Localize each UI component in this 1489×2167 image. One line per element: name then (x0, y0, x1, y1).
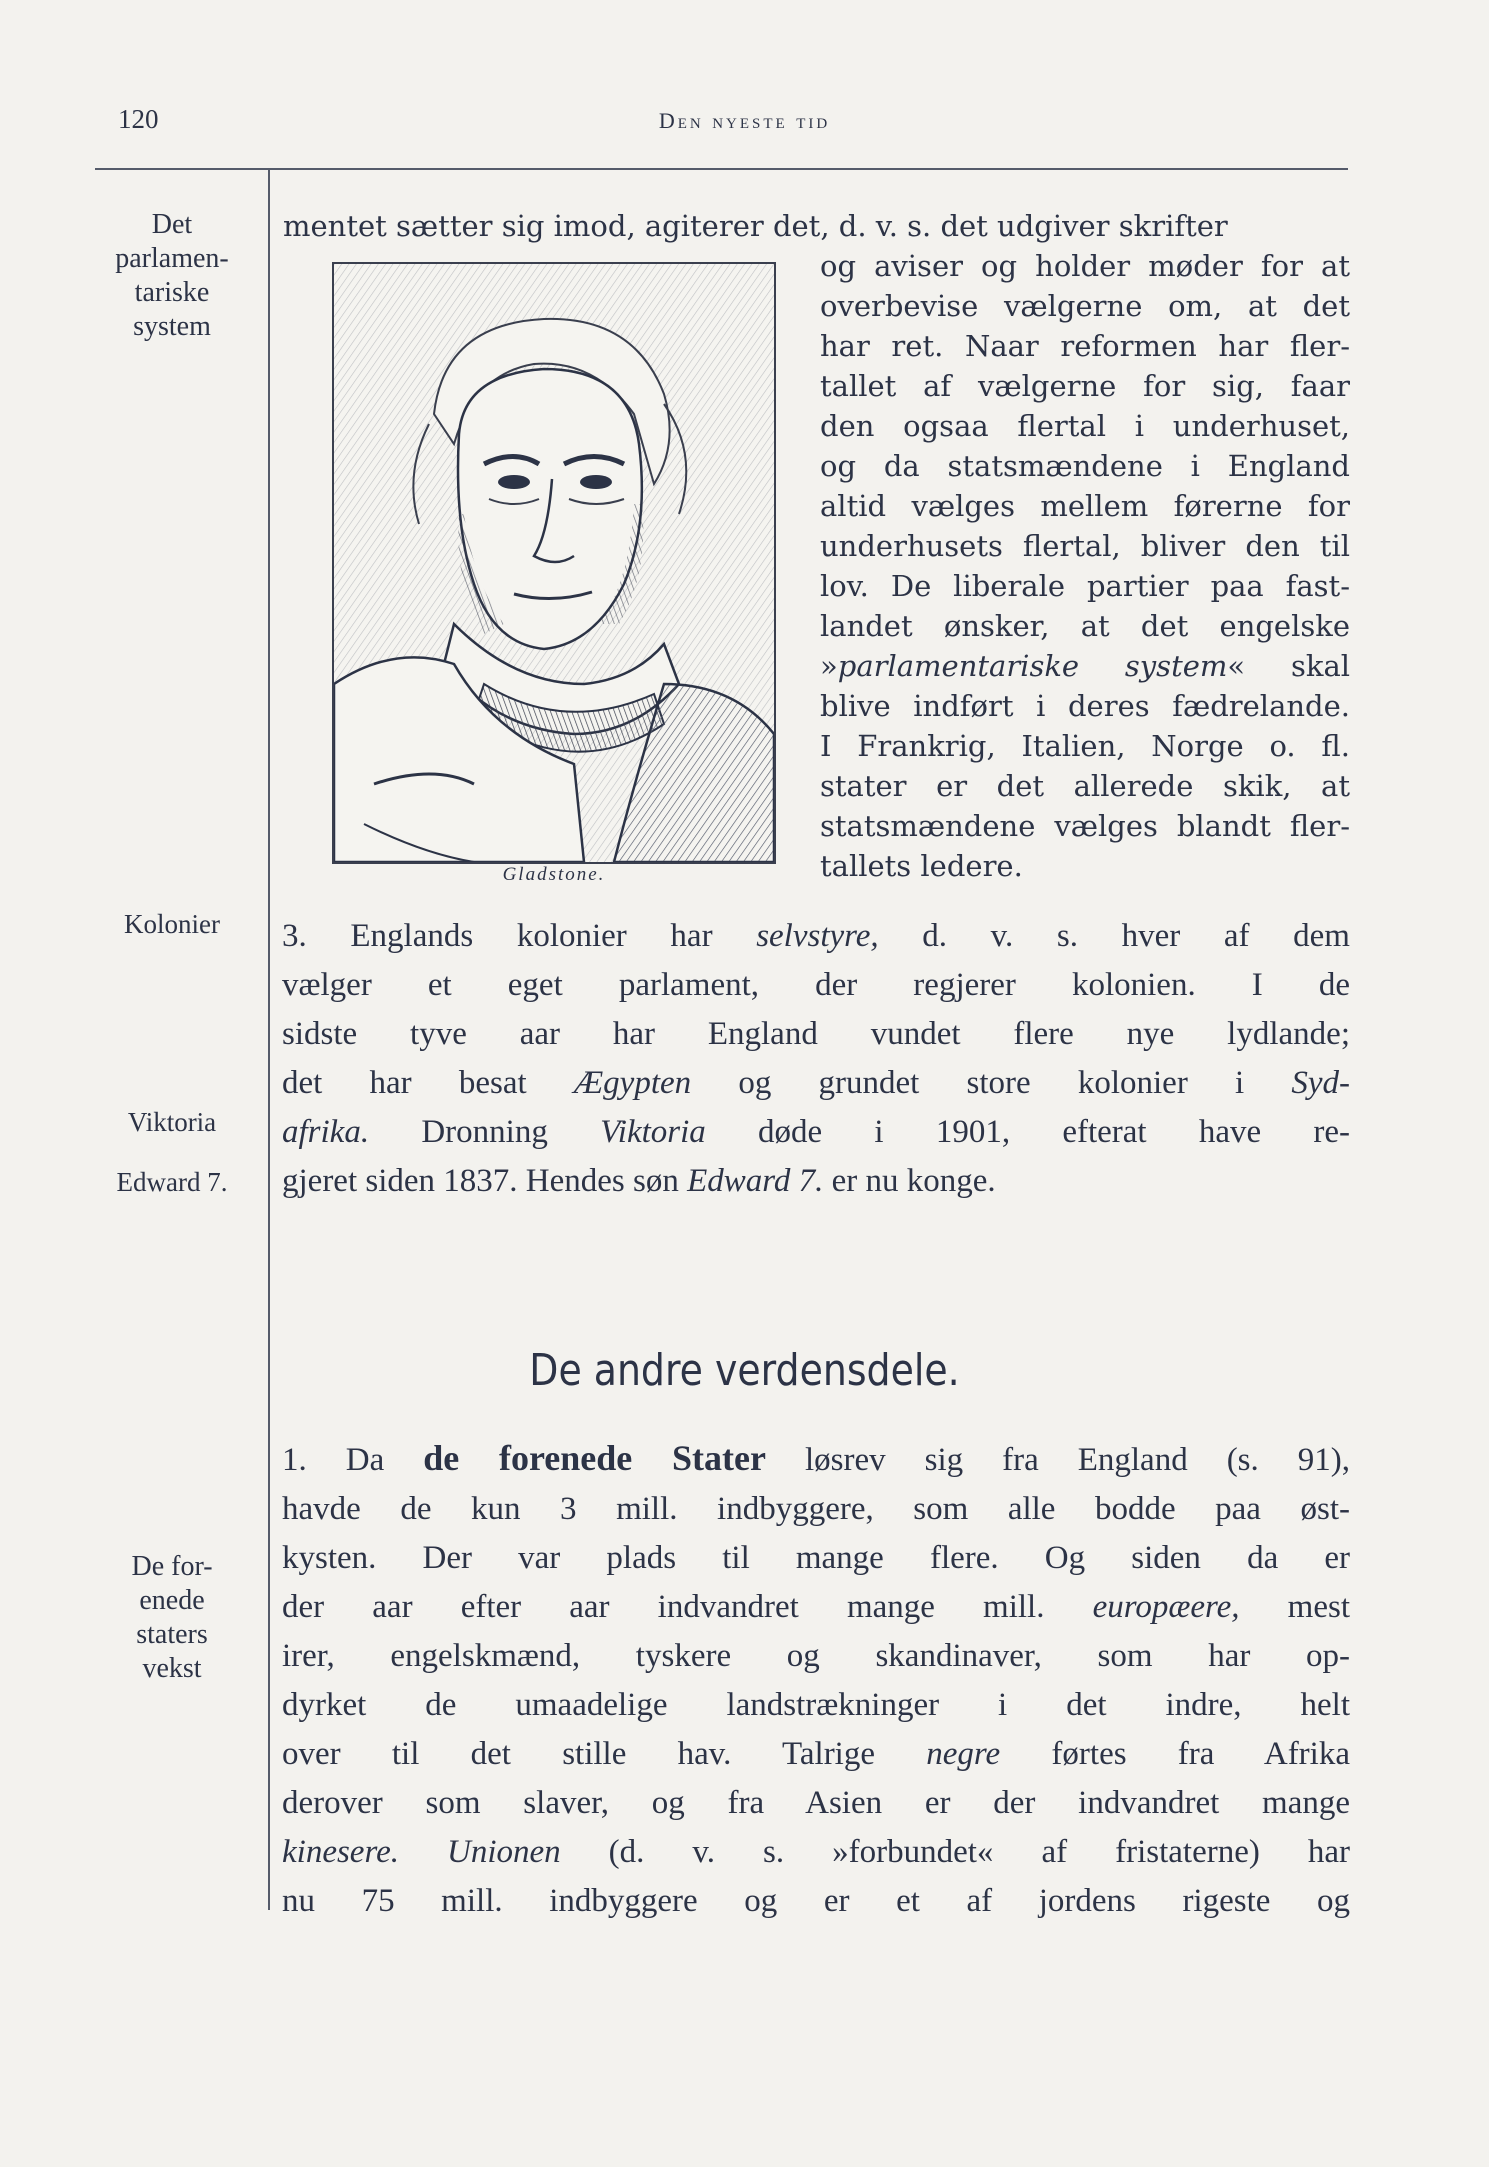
text-line: landet ønsker, at det engelske (820, 609, 1350, 643)
text-line: lov. De liberale partier paa fast- (820, 569, 1350, 603)
text-line: og da statsmændene i England (820, 449, 1350, 483)
emphasis-kinesere: kinesere. (282, 1834, 399, 1870)
text-line: irer, engelskmænd, tyskere og skandinaver, som har op- (282, 1638, 1350, 1674)
text-run (399, 1834, 447, 1870)
text-run: det har besat (282, 1065, 574, 1101)
header-rule (95, 168, 1348, 170)
quote-close: « skal (1227, 649, 1351, 683)
text-line: tallet af vælgerne for sig, faar (820, 369, 1350, 403)
text-line (282, 1828, 1350, 1877)
portrait-illustration (334, 264, 774, 862)
emphasis-selvstyre: selvstyre, (756, 918, 879, 954)
text-line: tallets ledere. (820, 849, 1023, 883)
section-heading: De andre verdensdele. (529, 1345, 960, 1396)
emphasis-negre: negre (926, 1736, 1001, 1772)
text-line: dyrket de umaadelige landstrækninger i det indre, helt (282, 1687, 1350, 1723)
text-run: løsrev sig fra England (s. 91), (765, 1442, 1351, 1478)
quote-open: » (820, 649, 838, 683)
side-note-viktoria: Viktoria (127, 1107, 217, 1137)
text-line (282, 1059, 1350, 1108)
text-run: 1. Da (282, 1442, 424, 1478)
text-line (282, 1730, 1350, 1779)
text-line: og aviser og holder møder for at (820, 249, 1350, 283)
side-note-line: vekst (142, 1653, 202, 1684)
page-number: 120 (118, 104, 159, 134)
paragraph-forenede-stater (282, 1434, 1350, 1926)
text-line: overbevise vælgerne om, at det (820, 289, 1350, 323)
text-run: der aar efter aar indvandret mange mill. (282, 1589, 1093, 1625)
text-line (282, 1108, 1350, 1157)
portrait-engraving (332, 262, 776, 864)
emphasis-afrika: afrika. (282, 1114, 370, 1150)
side-note-forenede (92, 1550, 252, 1686)
side-note-line: Det (151, 209, 193, 240)
text-line (282, 1434, 1350, 1485)
text-line: I Frankrig, Italien, Norge o. fl. (820, 729, 1350, 763)
text-line (282, 1583, 1350, 1632)
text-line: stater er det allerede skik, at (820, 769, 1350, 803)
text-line: havde de kun 3 mill. indbyggere, som alle bodde paa øst- (282, 1491, 1350, 1527)
text-line (282, 1157, 1350, 1206)
emphasis-edward: Edward 7. (687, 1163, 824, 1199)
side-note-line: parlamen- (115, 243, 229, 274)
side-note-parlamentariske (92, 208, 252, 344)
text-line: blive indført i deres fædrelande. (820, 689, 1350, 723)
text-run: Dronning (369, 1114, 601, 1150)
emphasis-parlamentariske-system: parlamentariske system (837, 649, 1228, 683)
text-run: gjeret siden 1837. Hendes søn (282, 1163, 688, 1199)
text-line: statsmændene vælges blandt fler- (820, 809, 1350, 843)
text-run: døde i 1901, efterat have re- (705, 1114, 1350, 1150)
paragraph-parlamentarism (820, 246, 1350, 886)
paragraph-kolonier (282, 912, 1350, 1206)
side-note-line: staters (136, 1619, 208, 1650)
side-note-line: enede (139, 1585, 205, 1616)
text-run: er nu konge. (823, 1163, 996, 1199)
emphasis-sydafrika: Syd- (1291, 1065, 1350, 1101)
paragraph-top (283, 206, 1353, 246)
text-run: mest (1239, 1589, 1350, 1625)
text-run: 3. Englands kolonier har (282, 918, 757, 954)
text-run: og grundet store kolonier i (691, 1065, 1292, 1101)
side-note-line: De for- (131, 1551, 213, 1582)
text-line: den ogsaa flertal i underhuset, (820, 409, 1350, 443)
emphasis-forenede-stater: de forenede Stater (423, 1438, 766, 1478)
text-run: førtes fra Afrika (1000, 1736, 1350, 1772)
emphasis-viktoria: Viktoria (600, 1114, 706, 1150)
text-line: altid vælges mellem førerne for (820, 489, 1350, 523)
side-note-line: tariske (134, 277, 210, 308)
margin-rule (268, 170, 270, 1910)
side-note-kolonier: Kolonier (124, 909, 220, 939)
side-note-line: system (133, 311, 211, 342)
text-run: over til det stille hav. Talrige (282, 1736, 927, 1772)
text-line: mentet sætter sig imod, agiterer det, d. v. s. det udgiver skrifter (283, 209, 1228, 243)
text-line: har ret. Naar reformen har fler- (820, 329, 1350, 363)
text-line: sidste tyve aar har England vundet flere nye lydlande; (282, 1016, 1350, 1052)
text-line: vælger et eget parlament, der regjerer kolonien. I de (282, 967, 1350, 1003)
text-line: underhusets flertal, bliver den til (820, 529, 1350, 563)
text-line (282, 912, 1350, 961)
text-line: derover som slaver, og fra Asien er der indvandret mange (282, 1785, 1350, 1821)
text-run: (d. v. s. »forbundet« af fristaterne) har (560, 1834, 1350, 1870)
text-run: d. v. s. hver af dem (878, 918, 1350, 954)
emphasis-aegypten: Ægypten (573, 1065, 692, 1101)
side-note-edward: Edward 7. (116, 1167, 228, 1197)
running-head: Den nyeste tid (658, 108, 831, 133)
emphasis-unionen: Unionen (446, 1834, 561, 1870)
emphasis-europaeere: europæere, (1092, 1589, 1240, 1625)
text-line: kysten. Der var plads til mange flere. Og siden da er (282, 1540, 1350, 1576)
text-line (820, 646, 1350, 686)
text-line: nu 75 mill. indbyggere og er et af jordens rigeste og (282, 1883, 1350, 1919)
portrait-caption: Gladstone. (502, 864, 606, 885)
